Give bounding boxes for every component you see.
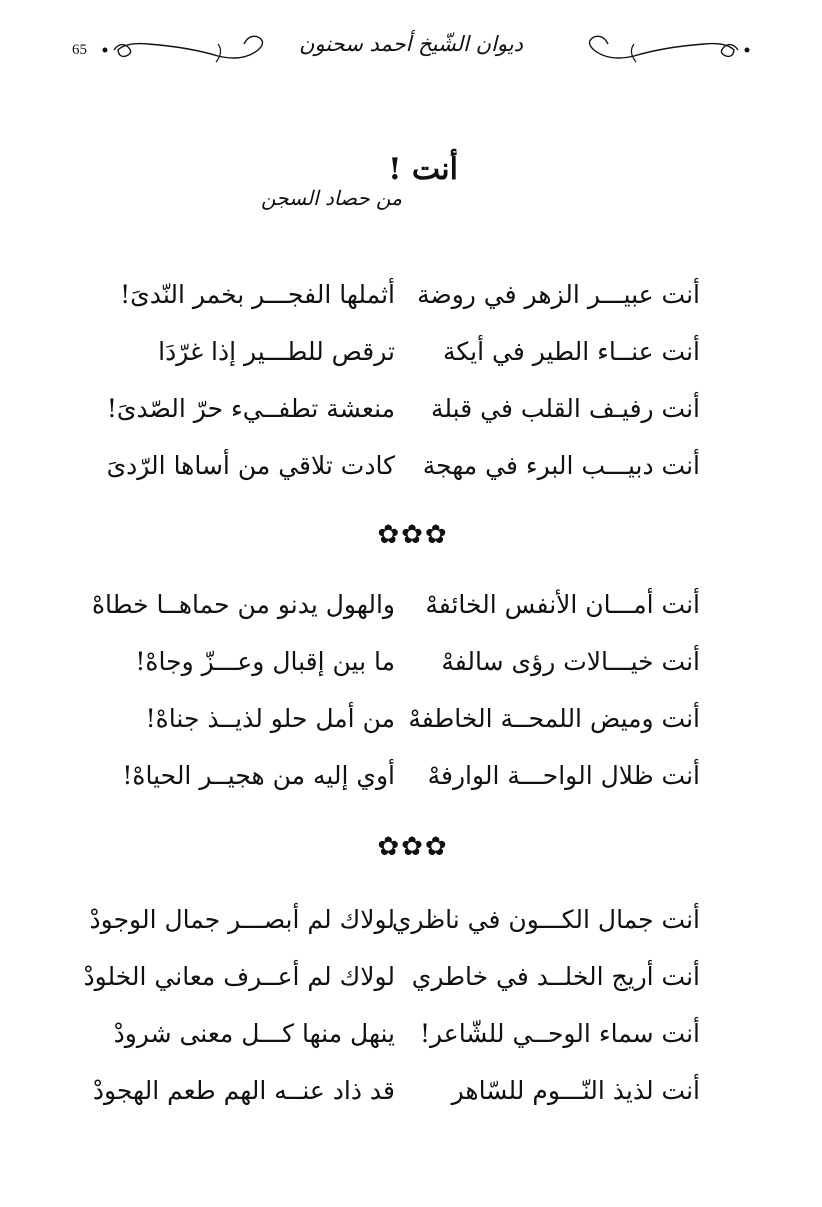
verse-line: [83, 962, 710, 1019]
verse-line: [91, 590, 710, 647]
verse-second-hemistich: قد ذاد عنــه الهم طعم الهجودْ: [92, 1076, 395, 1105]
verse-second-hemistich: لولاك لم أبصـــر جمال الوجودْ: [89, 905, 395, 934]
stanza-2: [91, 590, 710, 818]
verse-second-hemistich: ما بين إقبال وعـــزّ وجاهْ!: [135, 647, 395, 676]
verse-first-hemistich: أنت سماء الوحــي للشّاعر!: [419, 1019, 700, 1048]
verse-first-hemistich: أنت جمال الكـــون في ناظري: [391, 905, 700, 934]
verse-first-hemistich: أنت أريج الخلــد في خاطري: [411, 962, 700, 991]
verse-line: [106, 451, 710, 508]
verse-line: [110, 647, 710, 704]
verse-second-hemistich: ينهل منها كـــل معنى شرودْ: [113, 1019, 395, 1048]
verse-line: [110, 280, 710, 337]
verse-first-hemistich: أنت دبيـــب البرء في مهجة: [422, 451, 700, 480]
running-title: ديوان الشّيخ أحمد سحنون: [299, 32, 523, 56]
running-header: [0, 24, 822, 74]
stanza-divider-ornament: ✿✿✿: [377, 520, 449, 550]
stanza-divider-ornament: ✿✿✿: [377, 832, 449, 862]
verse-line: [110, 337, 710, 394]
verse-first-hemistich: أنت عنــاء الطير في أيكة: [442, 337, 700, 366]
verse-second-hemistich: من أمل حلو لذيــذ جناهْ!: [145, 704, 395, 733]
verse-line: [92, 1076, 710, 1133]
verse-second-hemistich: كادت تلاقي من أساها الرّدىَ: [106, 451, 395, 480]
verse-first-hemistich: أنت عبيـــر الزهر في روضة: [417, 280, 700, 309]
stanza-1: [106, 280, 710, 508]
page-number: 65: [72, 42, 87, 58]
verse-line: [106, 394, 710, 451]
verse-first-hemistich: أنت رفيـف القلب في قبلة: [430, 394, 700, 423]
verse-first-hemistich: أنت خيـــالات رؤى سالفهْ: [441, 647, 700, 676]
verse-line: [110, 704, 710, 761]
poem-subtitle: من حصاد السجن: [261, 186, 402, 210]
verse-first-hemistich: أنت أمـــان الأنفس الخائفهْ: [425, 590, 700, 619]
verse-second-hemistich: والهول يدنو من حماهــا خطاهْ: [91, 590, 395, 619]
verse-first-hemistich: أنت وميض اللمحــة الخاطفهْ: [408, 704, 700, 733]
poem-title-block: [240, 150, 470, 220]
verse-line: [89, 905, 710, 962]
poem-title: أنت !: [388, 152, 458, 187]
stanza-3: [83, 905, 710, 1133]
verse-line: [110, 761, 710, 818]
verse-first-hemistich: أنت ظلال الواحـــة الوارفهْ: [427, 761, 700, 790]
verse-second-hemistich: أثملها الفجـــر بخمر النّدىَ!: [120, 280, 395, 309]
verse-second-hemistich: لولاك لم أعــرف معاني الخلودْ: [83, 962, 395, 991]
right-flourish-ornament: [572, 30, 752, 66]
verse-second-hemistich: منعشة تطفــيء حرّ الصّدىَ!: [106, 394, 395, 423]
verse-line: [110, 1019, 710, 1076]
verse-second-hemistich: أوي إليه من هجيــر الحياهْ!: [122, 761, 395, 790]
verse-second-hemistich: ترقص للطـــير إذا غرّدَا: [158, 337, 395, 366]
verse-first-hemistich: أنت لذيذ النّـــوم للسّاهر: [451, 1076, 700, 1105]
